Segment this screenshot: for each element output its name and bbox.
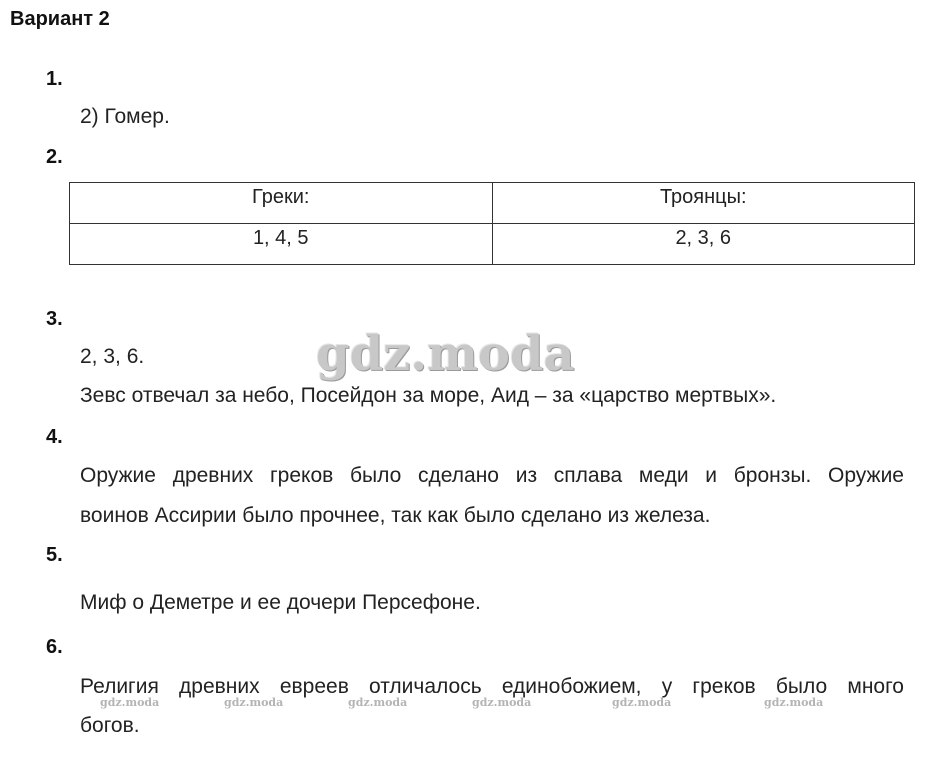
question-6-line-2: богов. — [80, 714, 140, 737]
watermark-small: gdz.moda — [348, 696, 408, 709]
watermark-small: gdz.moda — [224, 696, 284, 709]
question-5-number: 5. — [46, 544, 63, 566]
question-6-line-1: Религия древних евреев отличалось единобожием, у греков было много — [80, 675, 904, 698]
question-5-answer: Миф о Деметре и ее дочери Персефоне. — [80, 591, 481, 614]
question-4-line-1: Оружие древних греков было сделано из сплава меди и бронзы. Оружие — [80, 464, 904, 487]
table-cell-greeks: 1, 4, 5 — [70, 224, 493, 265]
table-cell-trojans: 2, 3, 6 — [492, 224, 915, 265]
table-header-greeks: Греки: — [70, 183, 493, 224]
watermark-logo: gdz.moda — [316, 326, 575, 382]
table-row — [70, 224, 915, 265]
watermark-small: gdz.moda — [612, 696, 672, 709]
question-3-number: 3. — [46, 308, 63, 330]
watermark-small: gdz.moda — [764, 696, 824, 709]
watermark-small: gdz.moda — [472, 696, 532, 709]
question-4-line-2: воинов Ассирии было прочнее, так как было сделано из железа. — [80, 504, 711, 527]
table-header-row — [70, 183, 915, 224]
question-6-number: 6. — [46, 636, 63, 658]
question-4-number: 4. — [46, 426, 63, 448]
question-2-number: 2. — [46, 146, 63, 168]
watermark-small: gdz.moda — [100, 696, 160, 709]
question-1-answer: 2) Гомер. — [80, 105, 170, 128]
question-3-line-2: Зевс отвечал за небо, Посейдон за море, Аид – за «царство мертвых». — [80, 384, 777, 407]
question-1-number: 1. — [46, 68, 63, 90]
question-3-line-1: 2, 3, 6. — [80, 345, 145, 368]
answer-table — [69, 182, 915, 265]
table-header-trojans: Троянцы: — [492, 183, 915, 224]
page-title: Вариант 2 — [10, 8, 110, 30]
